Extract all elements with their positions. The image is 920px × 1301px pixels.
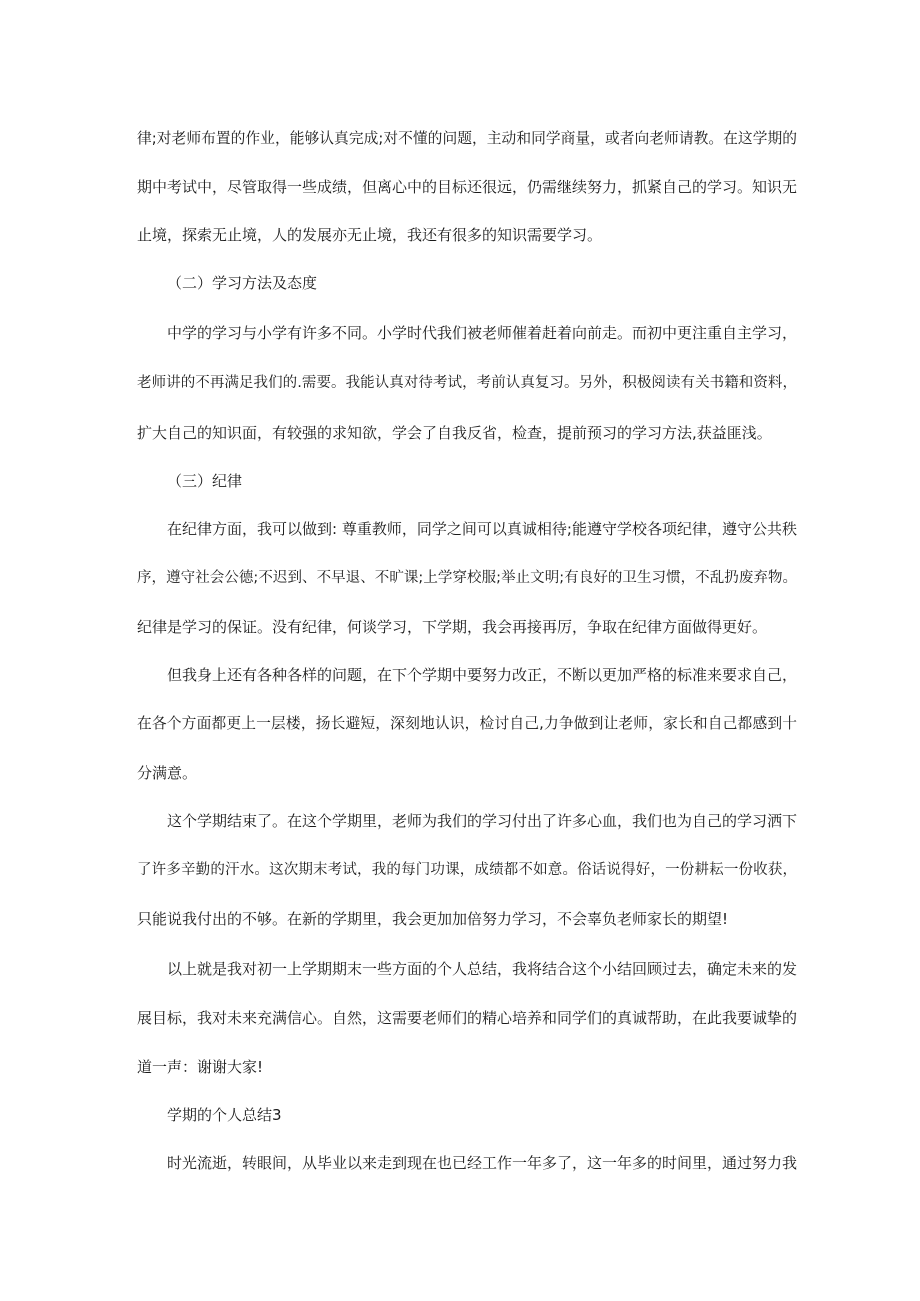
- paragraph-6-line-1: 以上就是我对初一上学期期末一些方面的个人总结，我将结合这个小结回顾过去，确定未来的发: [167, 960, 797, 978]
- paragraph-5-line-1: 这个学期结束了。在这个学期里，老师为我们的学习付出了许多心血，我们也为自己的学习洒下: [167, 812, 797, 830]
- section-heading-term-summary-3: 学期的个人总结3: [167, 1106, 282, 1124]
- paragraph-4-line-1: 但我身上还有各种各样的问题，在下个学期中要努力改正，不断以更加严格的标准来要求自己，: [167, 666, 797, 684]
- paragraph-7-line-1: 时光流逝，转眼间，从毕业以来走到现在也已经工作一年多了，这一年多的时间里，通过努力我: [167, 1154, 797, 1172]
- paragraph-6-line-2: 展目标，我对未来充满信心。自然，这需要老师们的精心培养和同学们的真诚帮助，在此我要诚挚的: [137, 1009, 797, 1027]
- paragraph-2-line-2: 老师讲的不再满足我们的.需要。我能认真对待考试，考前认真复习。另外，积极阅读有关书籍和资料，: [137, 375, 797, 391]
- section-heading-discipline: （三）纪律: [167, 472, 243, 490]
- paragraph-1-line-2: 期中考试中，尽管取得一些成绩，但离心中的目标还很远，仍需继续努力，抓紧自己的学习。知识无: [137, 178, 797, 196]
- paragraph-5-line-3: 只能说我付出的不够。在新的学期里，我会更加加倍努力学习，不会辜负老师家长的期望!: [137, 910, 729, 928]
- paragraph-4-line-3: 分满意。: [137, 764, 198, 782]
- paragraph-5-line-2: 了许多辛勤的汗水。这次期末考试，我的每门功课，成绩都不如意。俗话说得好，一份耕耘一份收获，: [137, 862, 797, 878]
- paragraph-3-line-2: 序，遵守社会公德;不迟到、不早退、不旷课;上学穿校服;举止文明;有良好的卫生习惯，不乱扔废弃物。: [137, 570, 797, 586]
- paragraph-6-line-3: 道一声：谢谢大家!: [137, 1058, 264, 1076]
- paragraph-2-line-3: 扩大自己的知识面，有较强的求知欲，学会了自我反省，检查，提前预习的学习方法,获益匪浅。: [137, 424, 772, 442]
- section-heading-study-method: （二）学习方法及态度: [167, 274, 318, 292]
- paragraph-4-line-2: 在各个方面都更上一层楼，扬长避短，深刻地认识，检讨自己,力争做到让老师，家长和自己都感到十: [137, 715, 797, 732]
- paragraph-3-line-1: 在纪律方面，我可以做到: 尊重教师，同学之间可以真诚相待;能遵守学校各项纪律，遵守公共秩: [167, 520, 797, 538]
- paragraph-3-line-3: 纪律是学习的保证。没有纪律，何谈学习，下学期，我会再接再厉，争取在纪律方面做得更好。: [137, 618, 768, 636]
- paragraph-2-line-1: 中学的学习与小学有许多不同。小学时代我们被老师催着赶着向前走。而初中更注重自主学习，: [167, 324, 797, 342]
- paragraph-1-line-1: 律;对老师布置的作业，能够认真完成;对不懂的问题，主动和同学商量，或者向老师请教。在这学期的: [137, 130, 797, 147]
- paragraph-1-line-3: 止境，探索无止境，人的发展亦无止境，我还有很多的知识需要学习。: [137, 226, 603, 244]
